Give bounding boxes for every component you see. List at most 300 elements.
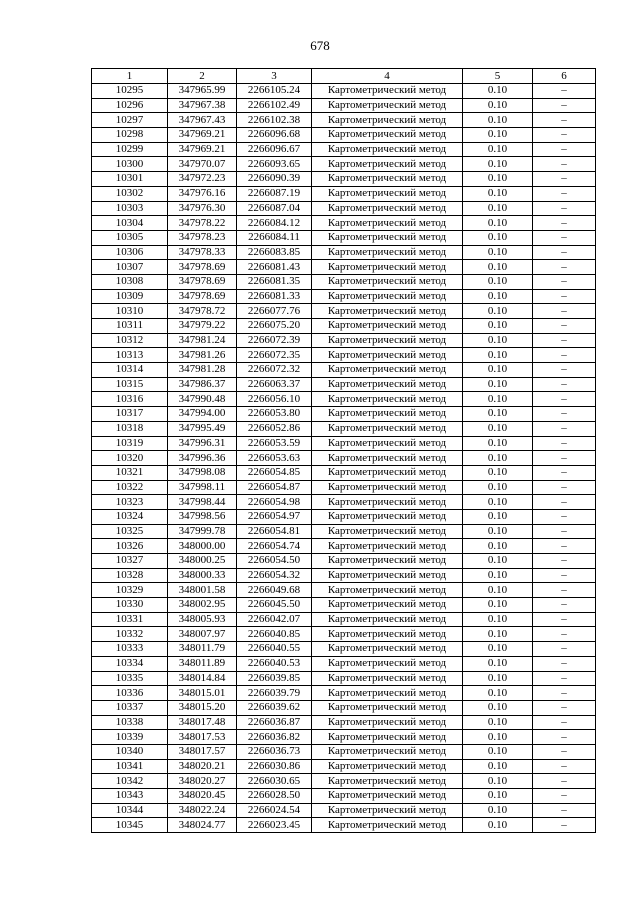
point-number-cell: 10338: [92, 715, 168, 730]
y-coordinate-cell: 2266083.85: [237, 245, 312, 260]
note-cell: –: [533, 583, 596, 598]
point-number-cell: 10345: [92, 818, 168, 833]
x-coordinate-cell: 348000.00: [168, 539, 237, 554]
x-coordinate-cell: 348015.20: [168, 700, 237, 715]
point-number-cell: 10310: [92, 304, 168, 319]
point-number-cell: 10327: [92, 554, 168, 569]
method-cell: Картометрический метод: [312, 84, 463, 99]
method-cell: Картометрический метод: [312, 304, 463, 319]
note-cell: –: [533, 759, 596, 774]
point-number-cell: 10332: [92, 627, 168, 642]
accuracy-cell: 0.10: [463, 730, 533, 745]
table-row: [92, 480, 596, 495]
table-row: [92, 407, 596, 422]
x-coordinate-cell: 347998.56: [168, 509, 237, 524]
accuracy-cell: 0.10: [463, 671, 533, 686]
y-coordinate-cell: 2266054.97: [237, 509, 312, 524]
point-number-cell: 10322: [92, 480, 168, 495]
table-row: [92, 598, 596, 613]
note-cell: –: [533, 260, 596, 275]
point-number-cell: 10314: [92, 363, 168, 378]
point-number-cell: 10306: [92, 245, 168, 260]
table-row: [92, 656, 596, 671]
table-row: [92, 686, 596, 701]
method-cell: Картометрический метод: [312, 201, 463, 216]
x-coordinate-cell: 347996.36: [168, 451, 237, 466]
x-coordinate-cell: 347978.69: [168, 289, 237, 304]
point-number-cell: 10305: [92, 230, 168, 245]
x-coordinate-cell: 347969.21: [168, 142, 237, 157]
table-row: [92, 759, 596, 774]
method-cell: Картометрический метод: [312, 656, 463, 671]
note-cell: –: [533, 509, 596, 524]
accuracy-cell: 0.10: [463, 451, 533, 466]
y-coordinate-cell: 2266040.53: [237, 656, 312, 671]
table-row: [92, 201, 596, 216]
note-cell: –: [533, 465, 596, 480]
note-cell: –: [533, 700, 596, 715]
note-cell: –: [533, 84, 596, 99]
method-cell: Картометрический метод: [312, 407, 463, 422]
point-number-cell: 10312: [92, 333, 168, 348]
table-row: [92, 348, 596, 363]
point-number-cell: 10301: [92, 172, 168, 187]
table-row: [92, 319, 596, 334]
method-cell: Картометрический метод: [312, 480, 463, 495]
method-cell: Картометрический метод: [312, 319, 463, 334]
method-cell: Картометрический метод: [312, 172, 463, 187]
y-coordinate-cell: 2266093.65: [237, 157, 312, 172]
accuracy-cell: 0.10: [463, 554, 533, 569]
table-row: [92, 715, 596, 730]
method-cell: Картометрический метод: [312, 803, 463, 818]
y-coordinate-cell: 2266090.39: [237, 172, 312, 187]
accuracy-cell: 0.10: [463, 436, 533, 451]
table-row: [92, 568, 596, 583]
accuracy-cell: 0.10: [463, 686, 533, 701]
x-coordinate-cell: 348005.93: [168, 612, 237, 627]
y-coordinate-cell: 2266042.07: [237, 612, 312, 627]
method-cell: Картометрический метод: [312, 230, 463, 245]
x-coordinate-cell: 348007.97: [168, 627, 237, 642]
note-cell: –: [533, 201, 596, 216]
x-coordinate-cell: 347979.22: [168, 319, 237, 334]
method-cell: Картометрический метод: [312, 774, 463, 789]
table-row: [92, 583, 596, 598]
method-cell: Картометрический метод: [312, 700, 463, 715]
note-cell: –: [533, 172, 596, 187]
method-cell: Картометрический метод: [312, 686, 463, 701]
y-coordinate-cell: 2266052.86: [237, 421, 312, 436]
accuracy-cell: 0.10: [463, 759, 533, 774]
accuracy-cell: 0.10: [463, 274, 533, 289]
table-row: [92, 451, 596, 466]
table-body: [92, 84, 596, 833]
accuracy-cell: 0.10: [463, 539, 533, 554]
point-number-cell: 10313: [92, 348, 168, 363]
table-row: [92, 774, 596, 789]
y-coordinate-cell: 2266053.80: [237, 407, 312, 422]
note-cell: –: [533, 642, 596, 657]
method-cell: Картометрический метод: [312, 142, 463, 157]
accuracy-cell: 0.10: [463, 377, 533, 392]
point-number-cell: 10337: [92, 700, 168, 715]
note-cell: –: [533, 715, 596, 730]
y-coordinate-cell: 2266072.32: [237, 363, 312, 378]
y-coordinate-cell: 2266087.04: [237, 201, 312, 216]
x-coordinate-cell: 348002.95: [168, 598, 237, 613]
x-coordinate-cell: 347995.49: [168, 421, 237, 436]
x-coordinate-cell: 347969.21: [168, 128, 237, 143]
accuracy-cell: 0.10: [463, 789, 533, 804]
accuracy-cell: 0.10: [463, 656, 533, 671]
note-cell: –: [533, 686, 596, 701]
note-cell: –: [533, 230, 596, 245]
accuracy-cell: 0.10: [463, 157, 533, 172]
y-coordinate-cell: 2266081.33: [237, 289, 312, 304]
x-coordinate-cell: 348001.58: [168, 583, 237, 598]
accuracy-cell: 0.10: [463, 774, 533, 789]
y-coordinate-cell: 2266036.87: [237, 715, 312, 730]
accuracy-cell: 0.10: [463, 509, 533, 524]
method-cell: Картометрический метод: [312, 392, 463, 407]
method-cell: Картометрический метод: [312, 554, 463, 569]
point-number-cell: 10326: [92, 539, 168, 554]
x-coordinate-cell: 348011.89: [168, 656, 237, 671]
y-coordinate-cell: 2266084.11: [237, 230, 312, 245]
note-cell: –: [533, 789, 596, 804]
y-coordinate-cell: 2266081.43: [237, 260, 312, 275]
method-cell: Картометрический метод: [312, 789, 463, 804]
table-row: [92, 671, 596, 686]
method-cell: Картометрический метод: [312, 465, 463, 480]
point-number-cell: 10342: [92, 774, 168, 789]
y-coordinate-cell: 2266056.10: [237, 392, 312, 407]
y-coordinate-cell: 2266054.98: [237, 495, 312, 510]
x-coordinate-cell: 347990.48: [168, 392, 237, 407]
accuracy-cell: 0.10: [463, 583, 533, 598]
note-cell: –: [533, 157, 596, 172]
note-cell: –: [533, 392, 596, 407]
accuracy-cell: 0.10: [463, 289, 533, 304]
note-cell: –: [533, 333, 596, 348]
x-coordinate-cell: 347998.11: [168, 480, 237, 495]
point-number-cell: 10311: [92, 319, 168, 334]
y-coordinate-cell: 2266096.67: [237, 142, 312, 157]
note-cell: –: [533, 554, 596, 569]
x-coordinate-cell: 347998.44: [168, 495, 237, 510]
method-cell: Картометрический метод: [312, 744, 463, 759]
method-cell: Картометрический метод: [312, 539, 463, 554]
accuracy-cell: 0.10: [463, 98, 533, 113]
note-cell: –: [533, 216, 596, 231]
y-coordinate-cell: 2266072.35: [237, 348, 312, 363]
x-coordinate-cell: 348000.33: [168, 568, 237, 583]
x-coordinate-cell: 347986.37: [168, 377, 237, 392]
method-cell: Картометрический метод: [312, 157, 463, 172]
table-row: [92, 730, 596, 745]
point-number-cell: 10331: [92, 612, 168, 627]
accuracy-cell: 0.10: [463, 245, 533, 260]
method-cell: Картометрический метод: [312, 421, 463, 436]
note-cell: –: [533, 803, 596, 818]
note-cell: –: [533, 495, 596, 510]
point-number-cell: 10340: [92, 744, 168, 759]
accuracy-cell: 0.10: [463, 642, 533, 657]
method-cell: Картометрический метод: [312, 333, 463, 348]
method-cell: Картометрический метод: [312, 128, 463, 143]
column-header: 1: [92, 69, 168, 84]
x-coordinate-cell: 348020.27: [168, 774, 237, 789]
table-row: [92, 157, 596, 172]
accuracy-cell: 0.10: [463, 363, 533, 378]
x-coordinate-cell: 347981.26: [168, 348, 237, 363]
method-cell: Картометрический метод: [312, 730, 463, 745]
table-row: [92, 509, 596, 524]
method-cell: Картометрический метод: [312, 186, 463, 201]
note-cell: –: [533, 539, 596, 554]
accuracy-cell: 0.10: [463, 172, 533, 187]
accuracy-cell: 0.10: [463, 142, 533, 157]
x-coordinate-cell: 347972.23: [168, 172, 237, 187]
point-number-cell: 10303: [92, 201, 168, 216]
y-coordinate-cell: 2266081.35: [237, 274, 312, 289]
accuracy-cell: 0.10: [463, 803, 533, 818]
table-row: [92, 377, 596, 392]
note-cell: –: [533, 363, 596, 378]
x-coordinate-cell: 347970.07: [168, 157, 237, 172]
method-cell: Картометрический метод: [312, 509, 463, 524]
point-number-cell: 10343: [92, 789, 168, 804]
note-cell: –: [533, 627, 596, 642]
method-cell: Картометрический метод: [312, 289, 463, 304]
note-cell: –: [533, 186, 596, 201]
point-number-cell: 10320: [92, 451, 168, 466]
note-cell: –: [533, 289, 596, 304]
note-cell: –: [533, 598, 596, 613]
y-coordinate-cell: 2266028.50: [237, 789, 312, 804]
accuracy-cell: 0.10: [463, 128, 533, 143]
table-row: [92, 304, 596, 319]
accuracy-cell: 0.10: [463, 84, 533, 99]
accuracy-cell: 0.10: [463, 216, 533, 231]
y-coordinate-cell: 2266036.82: [237, 730, 312, 745]
note-cell: –: [533, 436, 596, 451]
table-row: [92, 216, 596, 231]
y-coordinate-cell: 2266063.37: [237, 377, 312, 392]
point-number-cell: 10296: [92, 98, 168, 113]
accuracy-cell: 0.10: [463, 818, 533, 833]
method-cell: Картометрический метод: [312, 113, 463, 128]
y-coordinate-cell: 2266040.55: [237, 642, 312, 657]
accuracy-cell: 0.10: [463, 260, 533, 275]
x-coordinate-cell: 347978.23: [168, 230, 237, 245]
x-coordinate-cell: 347994.00: [168, 407, 237, 422]
y-coordinate-cell: 2266072.39: [237, 333, 312, 348]
note-cell: –: [533, 142, 596, 157]
method-cell: Картометрический метод: [312, 715, 463, 730]
accuracy-cell: 0.10: [463, 407, 533, 422]
accuracy-cell: 0.10: [463, 568, 533, 583]
note-cell: –: [533, 451, 596, 466]
table-row: [92, 84, 596, 99]
method-cell: Картометрический метод: [312, 583, 463, 598]
x-coordinate-cell: 347967.38: [168, 98, 237, 113]
y-coordinate-cell: 2266045.50: [237, 598, 312, 613]
x-coordinate-cell: 347978.69: [168, 260, 237, 275]
point-number-cell: 10328: [92, 568, 168, 583]
table-row: [92, 789, 596, 804]
x-coordinate-cell: 348014.84: [168, 671, 237, 686]
note-cell: –: [533, 730, 596, 745]
method-cell: Картометрический метод: [312, 612, 463, 627]
table-row: [92, 289, 596, 304]
x-coordinate-cell: 348017.53: [168, 730, 237, 745]
note-cell: –: [533, 245, 596, 260]
table-row: [92, 554, 596, 569]
y-coordinate-cell: 2266039.79: [237, 686, 312, 701]
method-cell: Картометрический метод: [312, 642, 463, 657]
note-cell: –: [533, 304, 596, 319]
x-coordinate-cell: 347978.22: [168, 216, 237, 231]
y-coordinate-cell: 2266087.19: [237, 186, 312, 201]
x-coordinate-cell: 347981.24: [168, 333, 237, 348]
x-coordinate-cell: 347978.72: [168, 304, 237, 319]
table-row: [92, 700, 596, 715]
note-cell: –: [533, 348, 596, 363]
note-cell: –: [533, 319, 596, 334]
y-coordinate-cell: 2266023.45: [237, 818, 312, 833]
method-cell: Картометрический метод: [312, 451, 463, 466]
page-number: 678: [310, 38, 330, 53]
x-coordinate-cell: 347967.43: [168, 113, 237, 128]
x-coordinate-cell: 347998.08: [168, 465, 237, 480]
table-row: [92, 98, 596, 113]
method-cell: Картометрический метод: [312, 568, 463, 583]
point-number-cell: 10304: [92, 216, 168, 231]
table-row: [92, 612, 596, 627]
table-row: [92, 172, 596, 187]
method-cell: Картометрический метод: [312, 260, 463, 275]
note-cell: –: [533, 774, 596, 789]
table-row: [92, 539, 596, 554]
table-row: [92, 744, 596, 759]
note-cell: –: [533, 377, 596, 392]
method-cell: Картометрический метод: [312, 524, 463, 539]
accuracy-cell: 0.10: [463, 201, 533, 216]
accuracy-cell: 0.10: [463, 700, 533, 715]
table-row: [92, 260, 596, 275]
point-number-cell: 10333: [92, 642, 168, 657]
table-row: [92, 363, 596, 378]
accuracy-cell: 0.10: [463, 495, 533, 510]
y-coordinate-cell: 2266030.65: [237, 774, 312, 789]
y-coordinate-cell: 2266075.20: [237, 319, 312, 334]
note-cell: –: [533, 421, 596, 436]
method-cell: Картометрический метод: [312, 98, 463, 113]
x-coordinate-cell: 348024.77: [168, 818, 237, 833]
method-cell: Картометрический метод: [312, 363, 463, 378]
point-number-cell: 10298: [92, 128, 168, 143]
table-row: [92, 436, 596, 451]
x-coordinate-cell: 348022.24: [168, 803, 237, 818]
method-cell: Картометрический метод: [312, 671, 463, 686]
note-cell: –: [533, 524, 596, 539]
accuracy-cell: 0.10: [463, 333, 533, 348]
note-cell: –: [533, 113, 596, 128]
y-coordinate-cell: 2266053.59: [237, 436, 312, 451]
point-number-cell: 10323: [92, 495, 168, 510]
column-header: 6: [533, 69, 596, 84]
column-header: 4: [312, 69, 463, 84]
note-cell: –: [533, 128, 596, 143]
table-row: [92, 627, 596, 642]
point-number-cell: 10330: [92, 598, 168, 613]
column-header: 5: [463, 69, 533, 84]
table-row: [92, 245, 596, 260]
note-cell: –: [533, 671, 596, 686]
coordinates-table: [91, 68, 596, 833]
table-row: [92, 333, 596, 348]
table-row: [92, 421, 596, 436]
y-coordinate-cell: 2266054.81: [237, 524, 312, 539]
y-coordinate-cell: 2266049.68: [237, 583, 312, 598]
method-cell: Картометрический метод: [312, 818, 463, 833]
y-coordinate-cell: 2266077.76: [237, 304, 312, 319]
x-coordinate-cell: 347996.31: [168, 436, 237, 451]
note-cell: –: [533, 98, 596, 113]
x-coordinate-cell: 347978.69: [168, 274, 237, 289]
note-cell: –: [533, 818, 596, 833]
y-coordinate-cell: 2266039.85: [237, 671, 312, 686]
accuracy-cell: 0.10: [463, 627, 533, 642]
point-number-cell: 10325: [92, 524, 168, 539]
point-number-cell: 10295: [92, 84, 168, 99]
method-cell: Картометрический метод: [312, 274, 463, 289]
point-number-cell: 10321: [92, 465, 168, 480]
y-coordinate-cell: 2266102.38: [237, 113, 312, 128]
y-coordinate-cell: 2266054.32: [237, 568, 312, 583]
accuracy-cell: 0.10: [463, 113, 533, 128]
accuracy-cell: 0.10: [463, 230, 533, 245]
table-row: [92, 274, 596, 289]
y-coordinate-cell: 2266105.24: [237, 84, 312, 99]
point-number-cell: 10316: [92, 392, 168, 407]
accuracy-cell: 0.10: [463, 524, 533, 539]
y-coordinate-cell: 2266024.54: [237, 803, 312, 818]
x-coordinate-cell: 348020.45: [168, 789, 237, 804]
table-row: [92, 113, 596, 128]
point-number-cell: 10319: [92, 436, 168, 451]
point-number-cell: 10344: [92, 803, 168, 818]
point-number-cell: 10336: [92, 686, 168, 701]
accuracy-cell: 0.10: [463, 319, 533, 334]
method-cell: Картометрический метод: [312, 436, 463, 451]
x-coordinate-cell: 348017.48: [168, 715, 237, 730]
x-coordinate-cell: 347976.16: [168, 186, 237, 201]
point-number-cell: 10315: [92, 377, 168, 392]
table-row: [92, 230, 596, 245]
point-number-cell: 10307: [92, 260, 168, 275]
y-coordinate-cell: 2266039.62: [237, 700, 312, 715]
y-coordinate-cell: 2266096.68: [237, 128, 312, 143]
point-number-cell: 10329: [92, 583, 168, 598]
accuracy-cell: 0.10: [463, 598, 533, 613]
x-coordinate-cell: 347965.99: [168, 84, 237, 99]
point-number-cell: 10335: [92, 671, 168, 686]
x-coordinate-cell: 348017.57: [168, 744, 237, 759]
point-number-cell: 10339: [92, 730, 168, 745]
